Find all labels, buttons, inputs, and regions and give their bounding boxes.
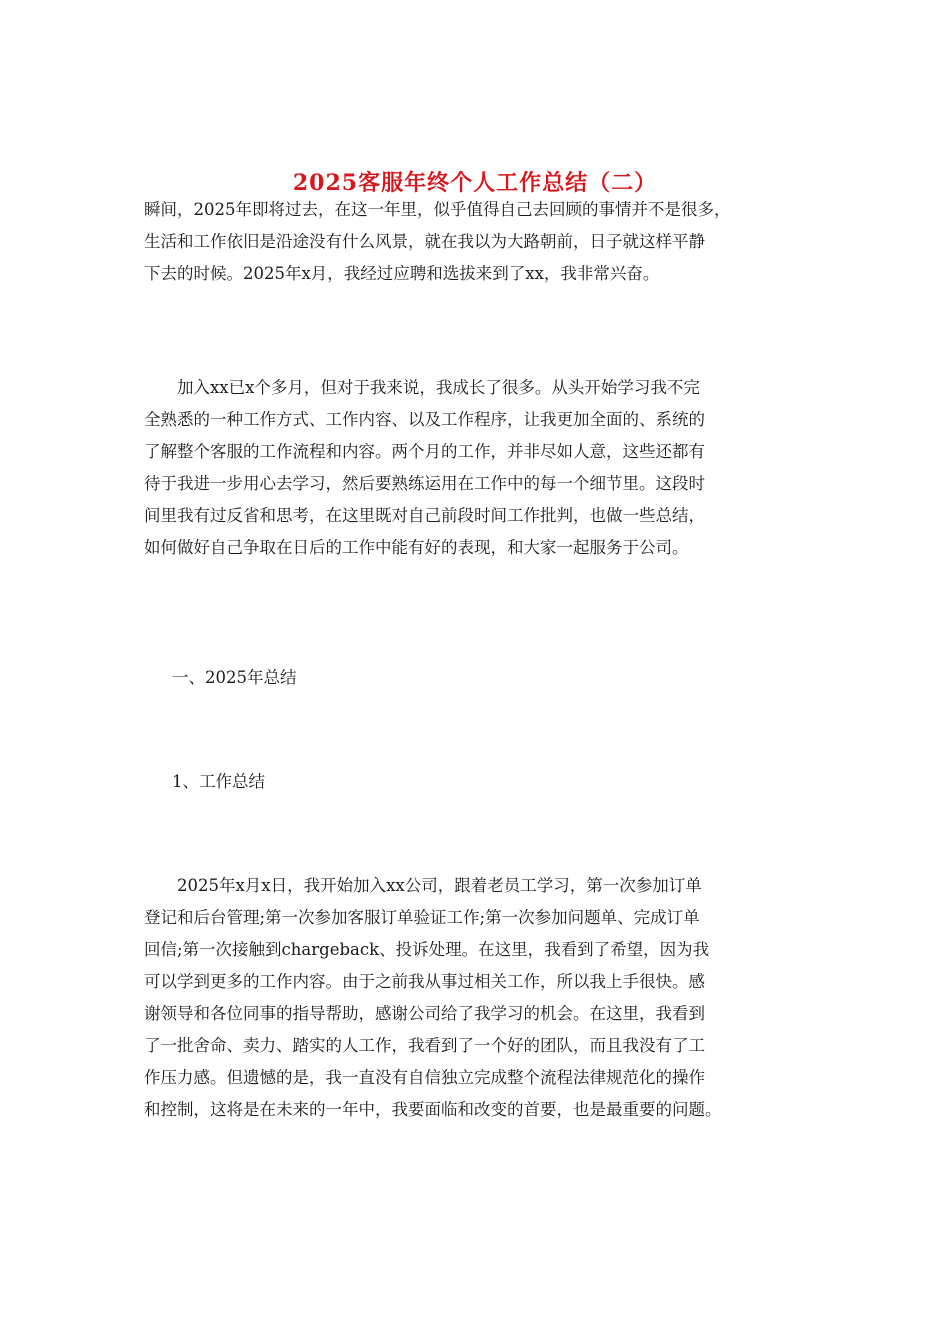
paragraph-line: 回信;第一次接触到chargeback、投诉处理。在这里，我看到了希望，因为我 [144,940,710,959]
paragraph-line: 生活和工作依旧是沿途没有什么风景，就在我以为大路朝前，日子就这样平静 [144,232,705,251]
paragraph-line: 2025年x月x日，我开始加入xx公司，跟着老员工学习，第一次参加订单 [144,876,702,895]
intro-paragraph [144,194,812,290]
third-paragraph [144,870,812,1126]
paragraph-line: 加入xx已x个多月，但对于我来说，我成长了很多。从头开始学习我不完 [144,378,700,397]
paragraph-line: 瞬间，2025年即将过去，在这一年里，似乎值得自己去回顾的事情并不是很多， [144,200,731,219]
section-heading: 一、2025年总结 [172,668,297,687]
paragraph-line: 间里我有过反省和思考，在这里既对自己前段时间工作批判，也做一些总结， [144,506,705,525]
paragraph-line: 可以学到更多的工作内容。由于之前我从事过相关工作，所以我上手很快。感 [144,972,705,991]
second-paragraph [144,372,812,564]
paragraph-line: 下去的时候。2025年x月，我经过应聘和选拔来到了xx，我非常兴奋。 [144,264,660,283]
paragraph-line: 全熟悉的一种工作方式、工作内容、以及工作程序，让我更加全面的、系统的 [144,410,705,429]
paragraph-line: 了一批舍命、卖力、踏实的人工作，我看到了一个好的团队，而且我没有了工 [144,1036,705,1055]
paragraph-line: 谢领导和各位同事的指导帮助，感谢公司给了我学习的机会。在这里，我看到 [144,1004,705,1023]
paragraph-line: 如何做好自己争取在日后的工作中能有好的表现，和大家一起服务于公司。 [144,538,689,557]
document-title: 2025客服年终个人工作总结（二） [292,169,658,196]
paragraph-line: 了解整个客服的工作流程和内容。两个月的工作，并非尽如人意，这些还都有 [144,442,705,461]
subsection-heading: 1、工作总结 [172,772,265,791]
paragraph-line: 登记和后台管理;第一次参加客服订单验证工作;第一次参加问题单、完成订单 [144,908,700,927]
paragraph-line: 待于我进一步用心去学习，然后要熟练运用在工作中的每一个细节里。这段时 [144,474,705,493]
paragraph-line: 和控制，这将是在未来的一年中，我要面临和改变的首要，也是最重要的问题。 [144,1100,722,1119]
paragraph-line: 作压力感。但遗憾的是，我一直没有自信独立完成整个流程法律规范化的操作 [144,1068,705,1087]
